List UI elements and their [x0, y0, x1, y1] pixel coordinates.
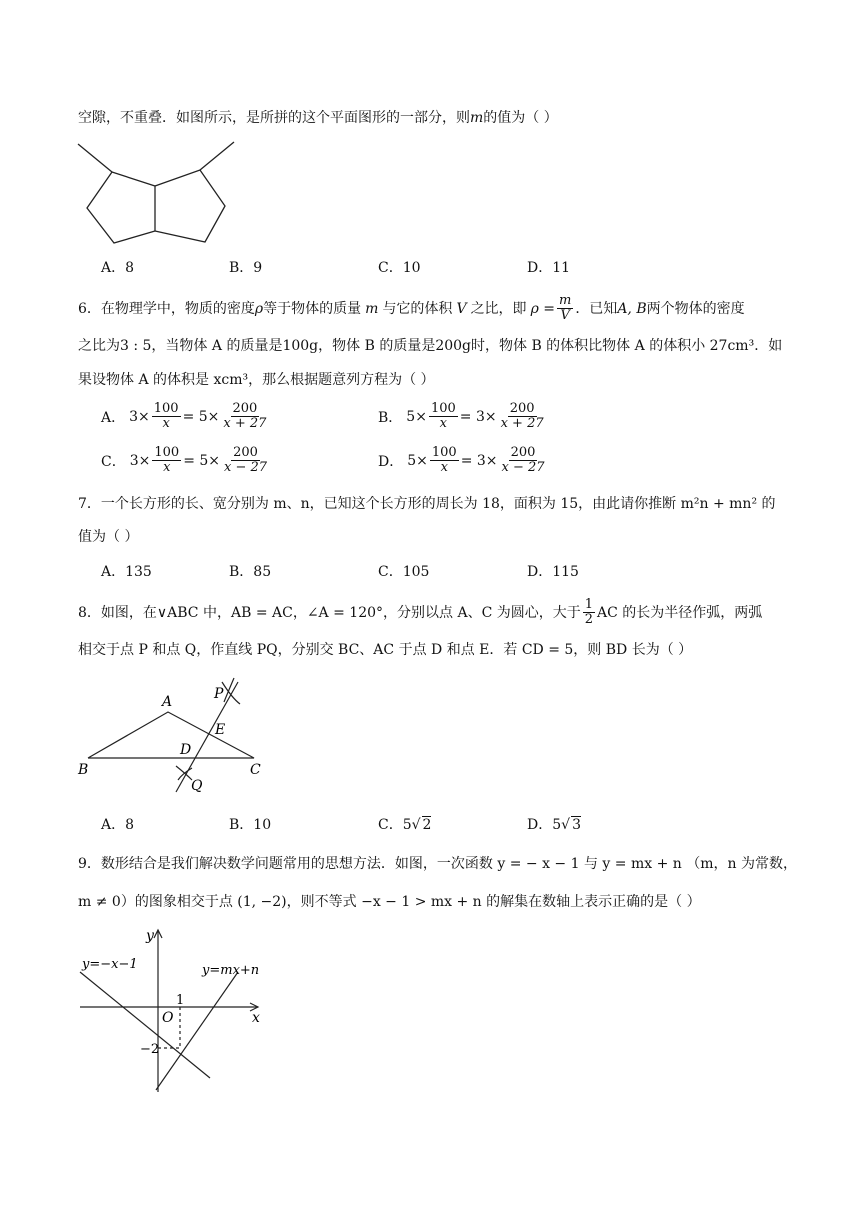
- q6-V: V: [456, 300, 467, 317]
- radical-icon: √: [561, 817, 571, 833]
- q6-AB: A, B: [617, 300, 647, 317]
- q8-label-q: Q: [191, 778, 203, 794]
- q6-opt-num: 100: [153, 401, 179, 416]
- q8-line-pq: [176, 682, 238, 792]
- q6-opt-coef: 5×: [406, 408, 427, 425]
- q6-text: 6．在物理学中，物质的密度: [78, 300, 255, 317]
- q5-right-pentagon: [155, 170, 225, 242]
- q8-option-d[interactable]: [527, 815, 581, 835]
- q9-graph-figure: [74, 924, 274, 1098]
- q5-edge: [78, 144, 112, 172]
- q6-text: 之比，即: [470, 300, 527, 317]
- q6-option-a[interactable]: [101, 402, 270, 431]
- q7-option-d[interactable]: D．115: [527, 564, 579, 580]
- q9-origin-label: O: [162, 1010, 174, 1026]
- q6-rho: ρ: [254, 300, 264, 317]
- q6-opt-den: x − 27: [501, 460, 545, 475]
- q9-line1: 9．数形结合是我们解决数学问题常用的思想方法．如图，一次函数 y = − x − 1 与 y = mx + n （m，n 为常数，: [78, 856, 797, 872]
- q6-opt-num: 200: [233, 445, 258, 460]
- graph-line-2: [156, 972, 238, 1090]
- q6-opt-num: 100: [430, 401, 456, 416]
- q6-line3: 果设物体 A 的体积是 xcm³，那么根据题意列方程为（ ）: [78, 372, 435, 388]
- q6-option-c[interactable]: [101, 446, 271, 475]
- q6-opt-num: 200: [509, 401, 535, 416]
- q8-label-c: C: [250, 762, 261, 778]
- q6-opt-mid: = 3×: [459, 408, 497, 425]
- q8-option-b[interactable]: B．10: [229, 817, 272, 833]
- q6-opt-mid: = 5×: [183, 452, 221, 469]
- q8-option-a[interactable]: A．8: [101, 817, 135, 833]
- q9-line2-label: y=mx+n: [202, 963, 260, 978]
- q7-option-a[interactable]: A．135: [101, 564, 152, 580]
- q8-label-d: D: [180, 742, 192, 758]
- q6-eq-lhs: ρ =: [530, 300, 555, 317]
- q6-opt-den: x − 27: [224, 460, 268, 475]
- q8-frac-den: 2: [584, 612, 594, 627]
- q6-opt-coef: 3×: [129, 408, 150, 425]
- q6-opt-num: 200: [232, 401, 258, 416]
- q6-opt-mid: = 5×: [182, 408, 220, 425]
- q5-left-pentagon: [87, 172, 155, 243]
- q9-tick-neg-two: −2: [140, 1042, 160, 1057]
- q9-line2: m ≠ 0）的图象相交于点 (1, −2)，则不等式 −x − 1 > mx + n 的解集在数轴上表示正确的是（ ）: [78, 894, 701, 910]
- q8-label-e: E: [215, 722, 226, 738]
- q6-opt-label: C．: [101, 453, 126, 470]
- q6-line2: 之比为3 : 5，当物体 A 的质量是100g，物体 B 的质量是200g时，物体 B 的体积比物体 A 的体积小 27cm³．如: [78, 338, 783, 354]
- q8-opt-root: 2: [422, 817, 432, 833]
- q6-option-b[interactable]: [378, 402, 548, 431]
- graph-line-1: [80, 972, 210, 1078]
- q8-frac-num: 1: [584, 597, 594, 612]
- radical-icon: √: [411, 817, 421, 833]
- q6-opt-coef: 3×: [129, 452, 151, 469]
- q7-option-c[interactable]: C．105: [378, 564, 430, 580]
- q8-opt-label: D．5: [527, 817, 562, 833]
- q8-line1: [78, 598, 762, 627]
- q6-text: 等于物体的质量: [263, 300, 362, 317]
- q6-text: 与它的体积: [382, 300, 453, 317]
- q6-opt-label: B．: [378, 409, 403, 426]
- q6-opt-label: A．: [101, 409, 126, 426]
- q8-opt-root: 3: [572, 817, 581, 833]
- q5-pentagon-figure: [74, 138, 244, 250]
- q8-label-a: A: [162, 694, 173, 710]
- q6-opt-mid: = 3×: [460, 452, 498, 469]
- q9-x-axis-label: x: [252, 1010, 260, 1026]
- q8-text: 8．如图，在∨ABC 中，AB = AC，∠A = 120°，分别以点 A、C 为圆心，大于: [78, 604, 581, 621]
- q8-opt-label: C．5: [378, 817, 412, 833]
- q6-text: 两个物体的密度: [646, 300, 745, 317]
- q6-opt-den: x: [163, 460, 171, 475]
- q6-opt-den: x: [440, 460, 448, 475]
- q6-frac-num: m: [558, 293, 572, 308]
- q6-opt-num: 200: [510, 445, 536, 460]
- q6-opt-label: D．: [378, 453, 404, 470]
- q9-line1-label: y=−x−1: [82, 957, 138, 972]
- q8-triangle-figure: [74, 676, 274, 798]
- q7-line2: 值为（ ）: [78, 529, 139, 545]
- q5-edge: [200, 142, 234, 170]
- q7-line1: 7．一个长方形的长、宽分别为 m、n，已知这个长方形的周长为 18，面积为 15，由此请你推断 m²n + mn² 的: [78, 496, 776, 512]
- q6-opt-coef: 5×: [407, 452, 428, 469]
- q6-density-fraction: [557, 294, 573, 323]
- q6-line1: [78, 294, 745, 323]
- q5-option-a[interactable]: A．8: [101, 260, 135, 276]
- q6-opt-num: 100: [154, 445, 180, 460]
- q5-option-b[interactable]: B．9: [229, 260, 263, 276]
- q8-label-p: P: [214, 686, 224, 702]
- q8-line2: 相交于点 P 和点 Q，作直线 PQ，分别交 BC、AC 于点 D 和点 E．若 CD = 5，则 BD 长为（ ）: [78, 642, 693, 658]
- q5-option-d[interactable]: D．11: [527, 260, 571, 276]
- q8-label-b: B: [78, 762, 89, 778]
- q9-y-axis-label: y: [146, 928, 154, 944]
- q5-option-c[interactable]: C．10: [378, 260, 421, 276]
- q5-var-m: m: [470, 110, 484, 126]
- q5-tail2: 的值为（ ）: [483, 110, 558, 126]
- q6-text: ．已知: [575, 300, 618, 317]
- q5-text: [78, 108, 558, 128]
- q8-option-c[interactable]: [378, 815, 431, 835]
- q5-tail: 空隙，不重叠．如图所示，是所拼的这个平面图形的一部分，则: [78, 110, 470, 126]
- q6-frac-den: V: [560, 308, 570, 323]
- q6-opt-den: x + 27: [223, 416, 267, 431]
- q6-m: m: [365, 300, 379, 317]
- q8-text: AC 的长为半径作弧，两弧: [597, 604, 763, 621]
- q6-opt-den: x + 27: [500, 416, 544, 431]
- q7-option-b[interactable]: B．85: [229, 564, 272, 580]
- q6-option-d[interactable]: [378, 446, 549, 475]
- q6-opt-num: 100: [431, 445, 457, 460]
- q6-opt-den: x: [162, 416, 170, 431]
- q9-tick-one: 1: [176, 993, 185, 1008]
- q6-opt-den: x: [439, 416, 448, 431]
- q8-half-fraction: [583, 598, 595, 627]
- q8-triangle: [88, 712, 254, 758]
